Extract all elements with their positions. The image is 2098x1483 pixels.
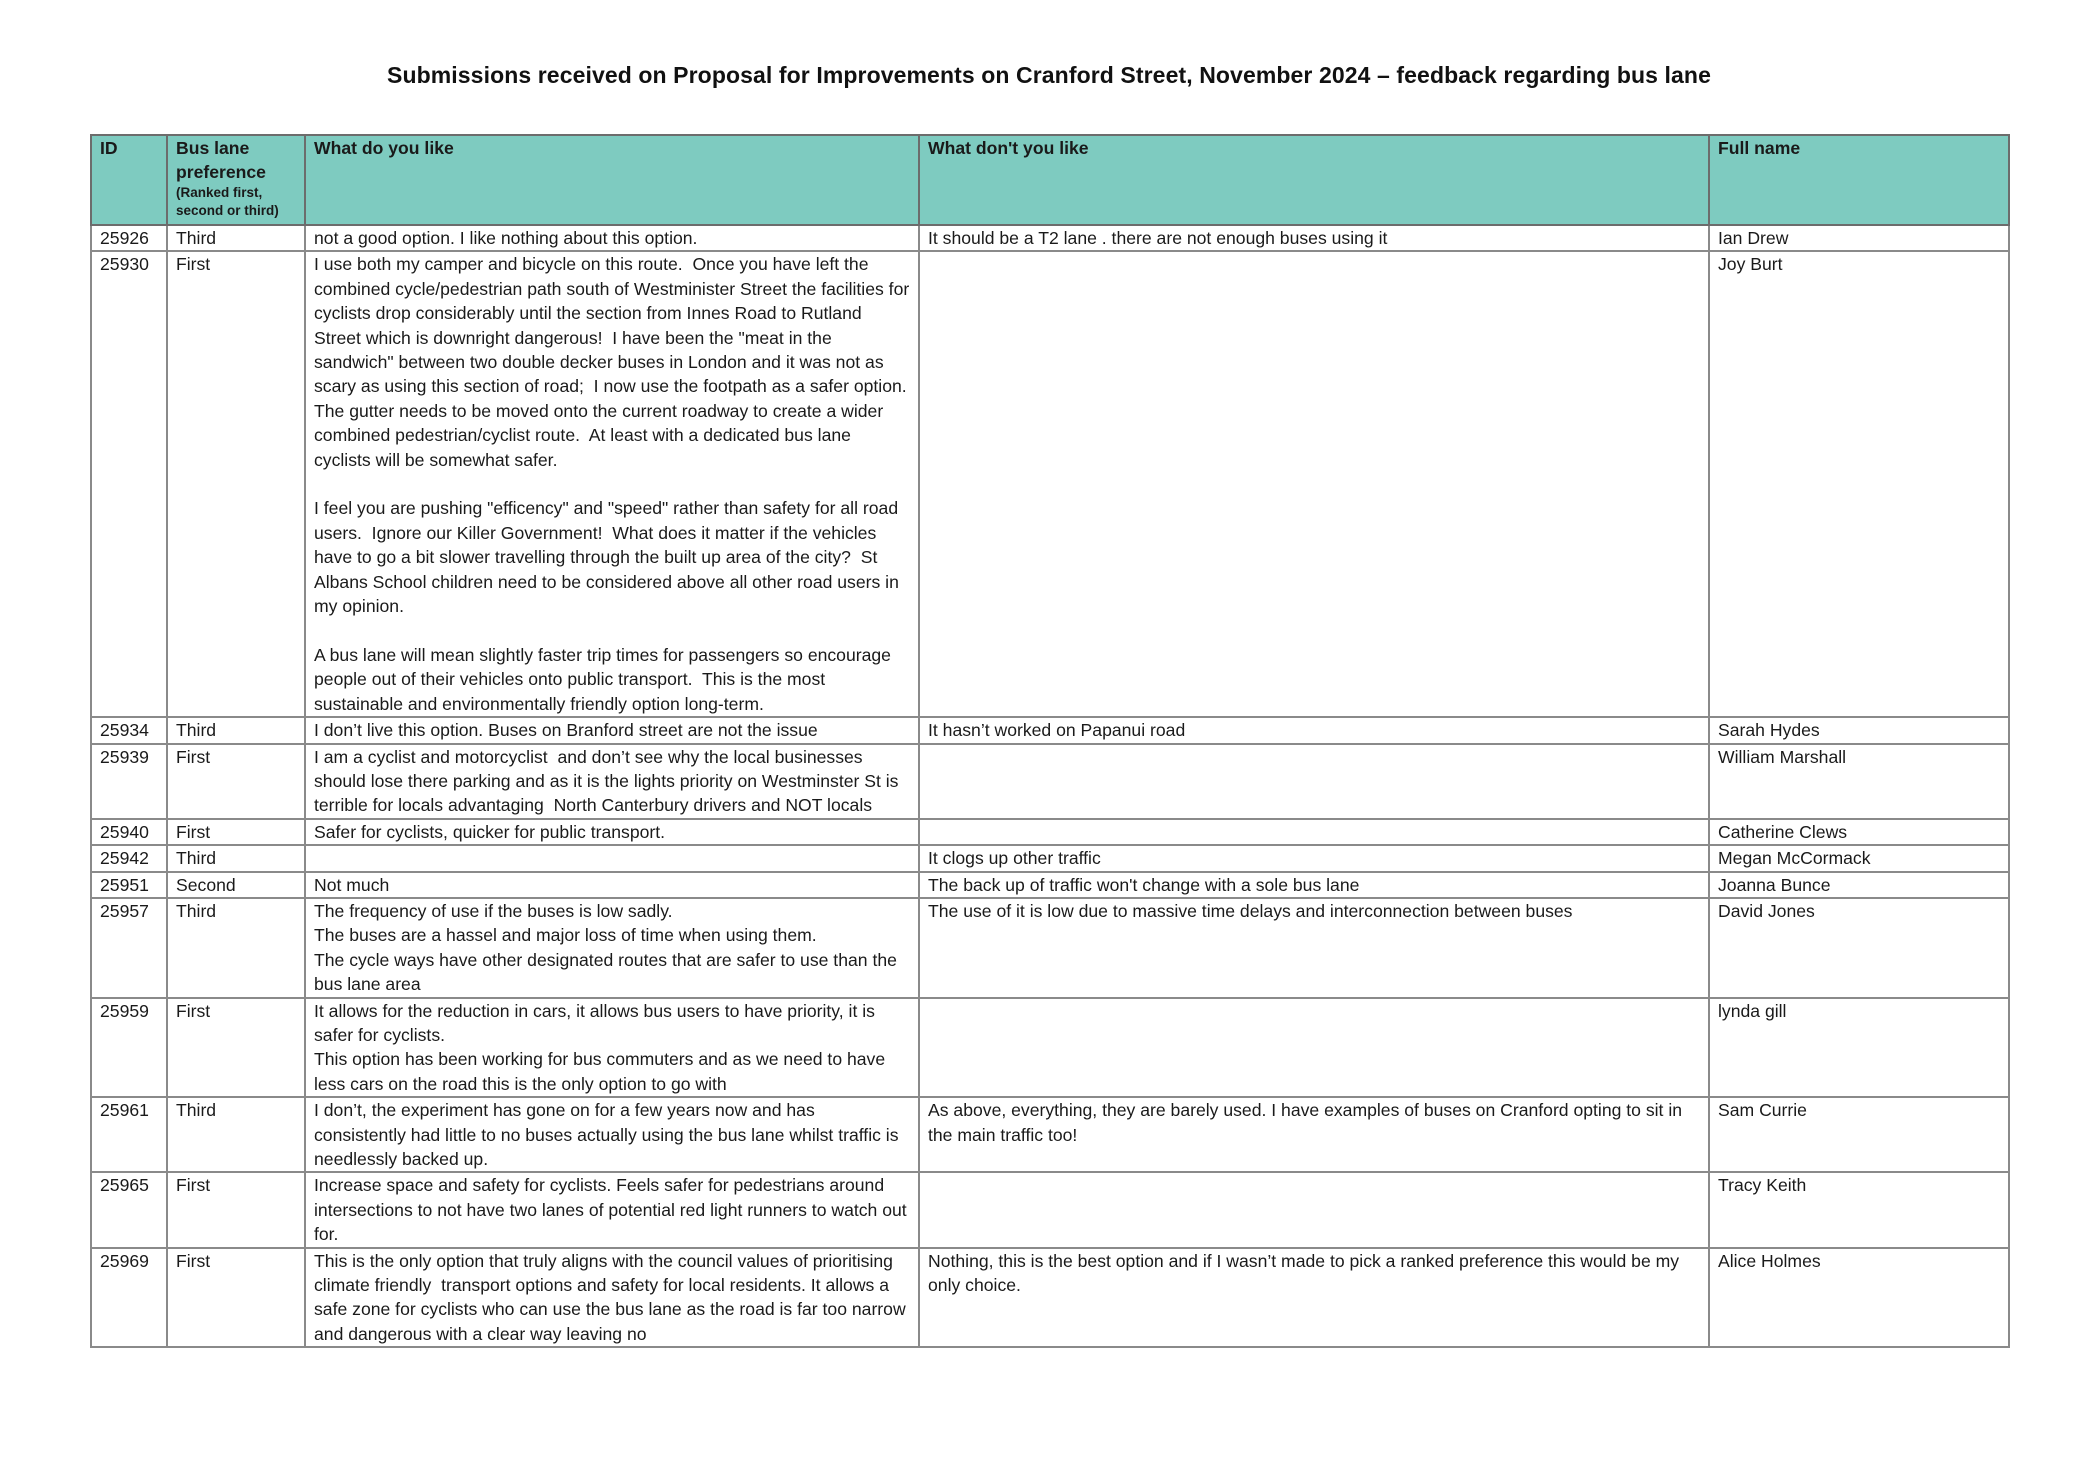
cell-dont-like: [919, 819, 1709, 845]
cell-name: lynda gill: [1709, 998, 2009, 1098]
cell-dont-like: The back up of traffic won't change with a sole bus lane: [919, 872, 1709, 898]
cell-name: Joanna Bunce: [1709, 872, 2009, 898]
cell-id: 25942: [91, 845, 167, 871]
cell-dont-like: It should be a T2 lane . there are not enough buses using it: [919, 225, 1709, 251]
cell-dont-like: It clogs up other traffic: [919, 845, 1709, 871]
cell-preference: First: [167, 998, 305, 1098]
cell-like: I don’t live this option. Buses on Branford street are not the issue: [305, 717, 919, 743]
page-title: Submissions received on Proposal for Improvements on Cranford Street, November 2024 – feedback regarding bus lane: [387, 62, 1711, 88]
cell-name: Sarah Hydes: [1709, 717, 2009, 743]
table-row: [91, 251, 2009, 717]
table-header-row: [91, 135, 2009, 225]
header-id: ID: [91, 135, 167, 225]
cell-like: It allows for the reduction in cars, it allows bus users to have priority, it is safer for cyclists. This option has been working for bus commuters and as we need to have less cars on the road this is the only option to go with: [305, 998, 919, 1098]
cell-preference: First: [167, 251, 305, 717]
cell-name: Ian Drew: [1709, 225, 2009, 251]
cell-preference: First: [167, 1172, 305, 1247]
cell-id: 25930: [91, 251, 167, 717]
cell-preference: First: [167, 819, 305, 845]
header-preference-label: Bus lane preference: [176, 138, 266, 182]
cell-id: 25934: [91, 717, 167, 743]
cell-like: I don’t, the experiment has gone on for a few years now and has consistently had little to no buses actually using the bus lane whilst traffic is needlessly backed up.: [305, 1097, 919, 1172]
cell-dont-like: [919, 1172, 1709, 1247]
header-name: Full name: [1709, 135, 2009, 225]
cell-name: William Marshall: [1709, 744, 2009, 819]
header-preference: [167, 135, 305, 225]
header-like: What do you like: [305, 135, 919, 225]
cell-dont-like: [919, 998, 1709, 1098]
cell-like: I am a cyclist and motorcyclist and don’t see why the local businesses should lose there parking and as it is the lights priority on Westminster St is terrible for locals advantaging North Canterbury drivers and NOT locals: [305, 744, 919, 819]
cell-like: This is the only option that truly aligns with the council values of prioritising climate friendly transport options and safety for local residents. It allows a safe zone for cyclists who can use the bus lane as the road is far too narrow and dangerous with a clear way leaving no: [305, 1248, 919, 1348]
table-row: [91, 845, 2009, 871]
cell-name: Sam Currie: [1709, 1097, 2009, 1172]
cell-like: [305, 845, 919, 871]
cell-like: Safer for cyclists, quicker for public transport.: [305, 819, 919, 845]
table-row: [91, 898, 2009, 998]
cell-id: 25951: [91, 872, 167, 898]
cell-like: Increase space and safety for cyclists. Feels safer for pedestrians around intersections to not have two lanes of potential red light runners to watch out for.: [305, 1172, 919, 1247]
cell-preference: Third: [167, 898, 305, 998]
cell-id: 25965: [91, 1172, 167, 1247]
cell-id: 25959: [91, 998, 167, 1098]
table-row: [91, 1248, 2009, 1348]
table-row: [91, 819, 2009, 845]
cell-id: 25926: [91, 225, 167, 251]
submissions-table: [90, 134, 2010, 1348]
cell-like: I use both my camper and bicycle on this route. Once you have left the combined cycle/pedestrian path south of Westminister Street the facilities for cyclists drop considerably until the section from Innes Road to Rutland Street which is downright dangerous! I have been the "meat in the sandwich" between two double decker buses in London and it was not as scary as using this section of road; I now use the footpath as a safer option. The gutter needs to be moved onto the current roadway to create a wider combined pedestrian/cyclist route. At least with a dedicated bus lane cyclists will be somewhat safer. I feel you are pushing "efficency" and "speed" rather than safety for all road users. Ignore our Killer Government! What does it matter if the vehicles have to go a bit slower travelling through the built up area of the city? St Albans School children need to be considered above all other road users in my opinion. A bus lane will mean slightly faster trip times for passengers so encourage people out of their vehicles onto public transport. This is the most sustainable and environmentally friendly option long-term.: [305, 251, 919, 717]
cell-name: Joy Burt: [1709, 251, 2009, 717]
cell-dont-like: Nothing, this is the best option and if I wasn’t made to pick a ranked preference this would be my only choice.: [919, 1248, 1709, 1348]
cell-name: David Jones: [1709, 898, 2009, 998]
cell-like: The frequency of use if the buses is low sadly. The buses are a hassel and major loss of time when using them. The cycle ways have other designated routes that are safer to use than the bus lane area: [305, 898, 919, 998]
cell-like: not a good option. I like nothing about this option.: [305, 225, 919, 251]
table-body: [91, 225, 2009, 1347]
cell-preference: First: [167, 744, 305, 819]
table-row: [91, 998, 2009, 1098]
cell-preference: Third: [167, 717, 305, 743]
cell-preference: First: [167, 1248, 305, 1348]
cell-name: Catherine Clews: [1709, 819, 2009, 845]
cell-dont-like: [919, 251, 1709, 717]
cell-name: Megan McCormack: [1709, 845, 2009, 871]
table-row: [91, 872, 2009, 898]
header-preference-note: (Ranked first, second or third): [176, 185, 279, 218]
cell-name: Tracy Keith: [1709, 1172, 2009, 1247]
cell-dont-like: [919, 744, 1709, 819]
cell-preference: Third: [167, 1097, 305, 1172]
cell-name: Alice Holmes: [1709, 1248, 2009, 1348]
cell-dont-like: As above, everything, they are barely used. I have examples of buses on Cranford opting to sit in the main traffic too!: [919, 1097, 1709, 1172]
cell-preference: Third: [167, 225, 305, 251]
cell-id: 25961: [91, 1097, 167, 1172]
cell-id: 25940: [91, 819, 167, 845]
table-row: [91, 717, 2009, 743]
cell-preference: Third: [167, 845, 305, 871]
table-row: [91, 225, 2009, 251]
table-row: [91, 744, 2009, 819]
cell-id: 25969: [91, 1248, 167, 1348]
cell-preference: Second: [167, 872, 305, 898]
cell-like: Not much: [305, 872, 919, 898]
table-row: [91, 1172, 2009, 1247]
header-dont-like: What don't you like: [919, 135, 1709, 225]
cell-dont-like: The use of it is low due to massive time delays and interconnection between buses: [919, 898, 1709, 998]
cell-dont-like: It hasn’t worked on Papanui road: [919, 717, 1709, 743]
cell-id: 25957: [91, 898, 167, 998]
table-row: [91, 1097, 2009, 1172]
cell-id: 25939: [91, 744, 167, 819]
